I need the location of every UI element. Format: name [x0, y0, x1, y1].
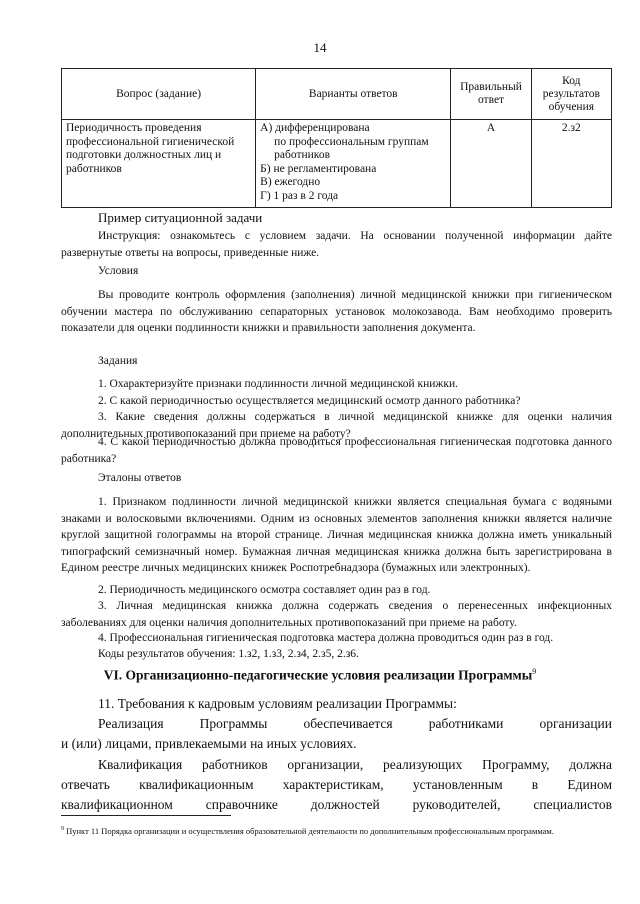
requirements-paragraph: 11. Требования к кадровым условиям реализации Программы: — [98, 696, 457, 711]
answer-4: 4. Профессиональная гигиеническая подготовка мастера должна проводиться один раз в год. — [98, 632, 554, 644]
qualification-line-2: отвечать квалификационным характеристикам, установленным в Едином — [61, 777, 612, 792]
header-code: Код результатов обучения — [531, 69, 611, 120]
option-b: Б) не регламентирована — [260, 162, 377, 175]
footnote — [61, 823, 612, 837]
option-a: А) дифференцирована — [260, 122, 370, 134]
footnote-mark: 9 — [61, 826, 64, 832]
section-title — [0, 667, 640, 684]
learning-codes: Коды результатов обучения: 1.з2, 1.з3, 2.з4, 2.з5, 2.з6. — [98, 648, 359, 660]
option-a-cont: по профессиональным группам работников — [274, 135, 429, 162]
table-header-row — [62, 69, 612, 120]
staff-line-1: Реализация Программы обеспечивается работниками организации — [98, 716, 612, 731]
footnote-text: Пункт 11 Порядка организации и осуществления образовательной деятельности по дополнительным профессиональным программам. — [66, 825, 554, 836]
answer-2: 2. Периодичность медицинского осмотра составляет один раз в год. — [98, 584, 431, 596]
cell-question: Периодичность проведения профессиональной гигиенической подготовки должностных лиц и работников — [62, 120, 256, 208]
conditions-label: Условия — [98, 265, 139, 277]
conditions-text: Вы проводите контроль оформления (заполнения) личной медицинской книжки при гигиеническом обучении мастера по обслуживанию сепараторных установок молокозавода. Вам необходимо проверить показатели для оценки подлинности книжки и правильности заполнения документа. — [61, 289, 612, 334]
qualification-line-1: Квалификация работников организации, реализующих Программу, должна — [98, 757, 612, 772]
header-question: Вопрос (задание) — [62, 69, 256, 120]
cell-options — [256, 120, 451, 208]
qualification-line-3: квалификационном справочнике должностей руководителей, специалистов — [61, 797, 612, 812]
answer-3: 3. Личная медицинская книжка должна содержать сведения о перенесенных инфекционных заболеваниях для оценки наличия дополнительных противопоказаний при приеме на работу. — [61, 600, 612, 629]
cell-correct: А — [451, 120, 531, 208]
task-1: 1. Охарактеризуйте признаки подлинности личной медицинской книжки. — [98, 378, 458, 390]
answers-label: Эталоны ответов — [98, 472, 182, 484]
header-correct: Правильный ответ — [451, 69, 531, 120]
instruction-text: Инструкция: ознакомьтесь с условием задачи. На основании полученной информации дайте развернутые ответы на вопросы, приведенные ниже. — [61, 230, 612, 259]
footnote-divider — [61, 815, 231, 816]
option-c: В) ежегодно — [260, 176, 321, 189]
footnote-ref: 9 — [532, 667, 537, 676]
task-2: 2. С какой периодичностью осуществляется медицинский осмотр данного работника? — [98, 395, 521, 407]
task-3: 3. Какие сведения должны содержаться в личной медицинской книжке для оценки наличия дополнительных противопоказаний при приеме на работу? — [61, 411, 612, 440]
table-row — [62, 120, 612, 208]
option-d: Г) 1 раз в 2 года — [260, 189, 339, 202]
task-4: 4. С какой периодичностью должна проводиться профессиональная гигиеническая подготовка данного работника? — [61, 436, 612, 465]
staff-line-2: и (или) лицами, привлекаемыми на иных условиях. — [61, 736, 357, 751]
header-options: Варианты ответов — [256, 69, 451, 120]
answer-1: 1. Признаком подлинности личной медицинской книжки является специальная бумага с водяными знаками и волосковыми включениями. Одним из основных элементов заполнения книжки является наличие круглой защитной голограммы на второй странице. Личная медицинская книжка должна иметь уникальный типографский семизначный номер. Бумажная личная медицинская книжка должна быть зарегистрирована в Едином реестре личных медицинских книжек Роспотребнадзора (бумажных или электронных). — [61, 496, 612, 574]
section-title-text: VI. Организационно-педагогические условия реализации Программы — [103, 667, 533, 683]
tasks-label: Задания — [98, 355, 138, 367]
cell-code: 2.з2 — [531, 120, 611, 208]
page-number: 14 — [313, 40, 327, 55]
questions-table — [61, 68, 612, 208]
example-title: Пример ситуационной задачи — [98, 210, 263, 225]
